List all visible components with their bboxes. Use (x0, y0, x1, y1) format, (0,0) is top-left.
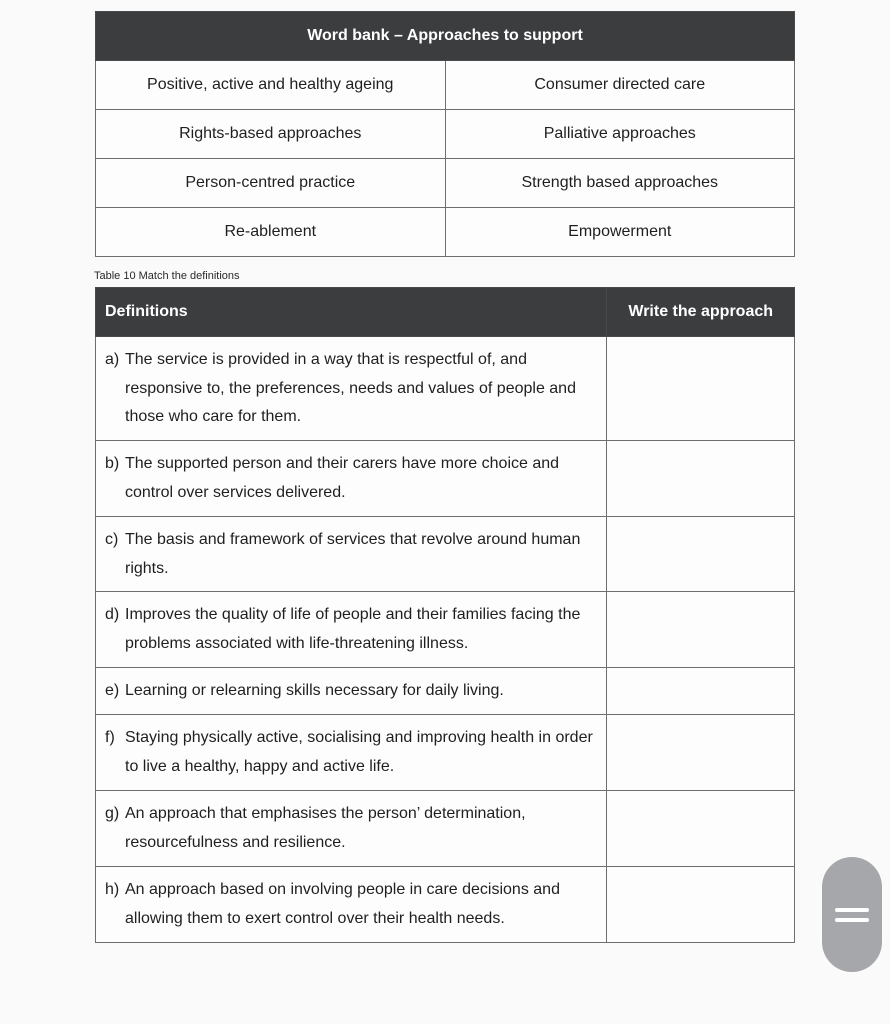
definition-letter: b) (105, 455, 120, 472)
definitions-table (95, 287, 795, 943)
approach-answer-cell[interactable] (607, 592, 795, 668)
definition-cell (96, 668, 607, 715)
definition-letter: d) (105, 606, 120, 623)
approach-answer-cell[interactable] (607, 715, 795, 791)
word-bank-row (96, 208, 795, 257)
definition-row (96, 441, 795, 517)
definition-cell (96, 867, 607, 943)
definition-row (96, 592, 795, 668)
approach-header: Write the approach (607, 288, 795, 337)
approach-answer-cell[interactable] (607, 441, 795, 517)
definition-text: The service is provided in a way that is respectful of, and responsive to, the preferences, needs and values of people and those who care for them. (125, 351, 576, 425)
word-bank-row (96, 159, 795, 208)
definition-cell (96, 337, 607, 441)
word-bank-row (96, 61, 795, 110)
word-bank-cell: Palliative approaches (445, 110, 795, 159)
word-bank-cell: Positive, active and healthy ageing (96, 61, 446, 110)
approach-answer-cell[interactable] (607, 668, 795, 715)
word-bank-cell: Empowerment (445, 208, 795, 257)
definition-row (96, 715, 795, 791)
definitions-header: Definitions (96, 288, 607, 337)
approach-answer-cell[interactable] (607, 517, 795, 592)
drag-handle-icon (835, 902, 869, 928)
definition-row (96, 337, 795, 441)
definition-row (96, 867, 795, 943)
definition-row (96, 517, 795, 592)
word-bank-cell: Rights-based approaches (96, 110, 446, 159)
definition-text: Improves the quality of life of people and their families facing the problems associated with life-threatening illness. (125, 606, 581, 652)
definition-text: The supported person and their carers have more choice and control over services delivered. (125, 455, 560, 501)
word-bank-cell: Person-centred practice (96, 159, 446, 208)
definition-cell (96, 715, 607, 791)
definition-row (96, 668, 795, 715)
word-bank-table (95, 11, 795, 257)
definition-row (96, 791, 795, 867)
word-bank-row (96, 110, 795, 159)
word-bank-cell: Strength based approaches (445, 159, 795, 208)
definition-cell (96, 517, 607, 592)
definition-letter: g) (105, 805, 120, 822)
definition-letter: h) (105, 881, 120, 898)
approach-answer-cell[interactable] (607, 791, 795, 867)
word-bank-title: Word bank – Approaches to support (96, 12, 795, 61)
definition-text: The basis and framework of services that revolve around human rights. (125, 531, 581, 577)
word-bank-cell: Consumer directed care (445, 61, 795, 110)
scroll-handle[interactable] (822, 857, 882, 972)
definition-letter: c) (105, 531, 119, 548)
definition-cell (96, 441, 607, 517)
approach-answer-cell[interactable] (607, 337, 795, 441)
definition-text: Staying physically active, socialising and improving health in order to live a healthy, happy and active life. (125, 729, 593, 775)
definition-text: An approach that emphasises the person’ determination, resourcefulness and resilience. (125, 805, 526, 851)
definition-cell (96, 592, 607, 668)
definition-letter: e) (105, 682, 120, 699)
definition-text: Learning or relearning skills necessary for daily living. (125, 682, 504, 699)
definition-text: An approach based on involving people in care decisions and allowing them to exert control over their health needs. (125, 881, 560, 927)
definition-letter: a) (105, 351, 120, 368)
table-caption: Table 10 Match the definitions (94, 270, 240, 282)
definition-cell (96, 791, 607, 867)
word-bank-cell: Re-ablement (96, 208, 446, 257)
approach-answer-cell[interactable] (607, 867, 795, 943)
definition-letter: f) (105, 729, 115, 746)
